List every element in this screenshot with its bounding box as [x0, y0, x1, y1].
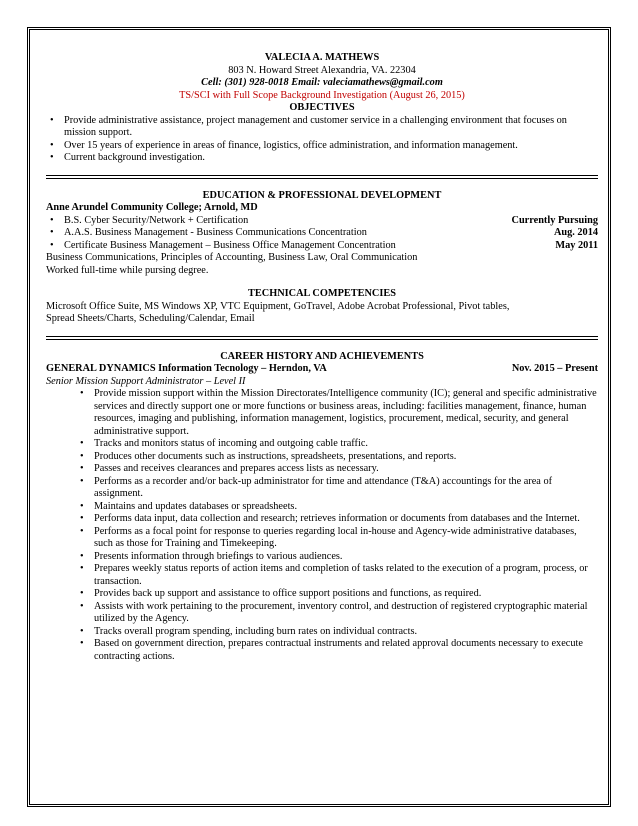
education-title: EDUCATION & PROFESSIONAL DEVELOPMENT — [202, 189, 442, 201]
degree-date: Currently Pursuing — [511, 214, 598, 226]
list-item: • Performs data input, data collection and research; retrieves information or documents from databases and the Internet. — [46, 513, 598, 526]
objectives-list — [46, 115, 598, 165]
employer-row — [46, 363, 598, 376]
list-item: • Produces other documents such as instructions, spreadsheets, presentations, and reports. — [46, 451, 598, 464]
list-item — [46, 227, 598, 240]
coursework-note: Business Communications, Principles of Accounting, Business Law, Oral Communication — [46, 252, 418, 263]
career-title: CAREER HISTORY AND ACHIEVEMENTS — [220, 350, 424, 362]
degree-name: • B.S. Cyber Security/Network + Certification — [64, 214, 249, 226]
job-role: Senior Mission Support Administrator – Level II — [46, 375, 246, 387]
technical-line: Microsoft Office Suite, MS Windows XP, VTC Equipment, GoTravel, Adobe Acrobat Professional, Pivot tables, — [46, 300, 510, 312]
duties-list — [46, 388, 598, 663]
list-item: • Provides back up support and assistance to office support positions and functions, as required. — [46, 588, 598, 601]
technical-title: TECHNICAL COMPETENCIES — [248, 288, 396, 299]
list-item: • Over 15 years of experience in areas of finance, logistics, office administration, and information management. — [46, 140, 598, 153]
page-border — [27, 27, 611, 807]
list-item: • Presents information through briefings to various audiences. — [46, 551, 598, 564]
list-item: • Performs as a focal point for response to queries regarding local in-house and Agency-wide administrative databases, such as those for Training and Timekeeping. — [46, 526, 598, 551]
list-item: • Provide administrative assistance, project management and customer service in a challenging environment that focuses on mission support. — [46, 115, 598, 140]
employer-name: GENERAL DYNAMICS Information Tecnology – Herndon, VA — [46, 363, 327, 374]
list-item: • Tracks and monitors status of incoming and outgoing cable traffic. — [46, 438, 598, 451]
list-item: • Current background investigation. — [46, 152, 598, 165]
employment-dates: Nov. 2015 – Present — [511, 363, 598, 374]
list-item: • Passes and receives clearances and prepares access lists as necessary. — [46, 463, 598, 476]
list-item: • Tracks overall program spending, including burn rates on individual contracts. — [46, 626, 598, 639]
candidate-name: VALECIA A. MATHEWS — [264, 52, 380, 63]
degree-date: May 2011 — [555, 239, 598, 251]
address: 803 N. Howard Street Alexandria, VA. 22304 — [228, 64, 416, 76]
technical-line: Spread Sheets/Charts, Scheduling/Calendar, Email — [46, 313, 255, 324]
list-item — [46, 240, 598, 253]
degree-name: • Certificate Business Management – Business Office Management Concentration — [64, 239, 396, 251]
section-divider — [46, 336, 598, 340]
contact-line: Cell: (301) 928-0018 Email: valeciamathews@gmail.com — [201, 77, 443, 88]
degree-name: • A.A.S. Business Management - Business Communications Concentration — [64, 227, 367, 238]
list-item: • Based on government direction, prepares contractual instruments and related approval documents necessary to execute contracting actions. — [46, 638, 598, 663]
list-item: • Provide mission support within the Mission Directorates/Intelligence community (IC); general and specific administrative services and directly support one or more functions or business areas, including: facilities management, finance, human resources, imaging and publishing, information management, logistics, procurement, medical, security, and general administrative support. — [46, 388, 598, 438]
degree-date: Aug. 2014 — [553, 227, 598, 238]
resume-body — [46, 52, 598, 663]
work-note: Worked full-time while pursing degree. — [46, 264, 209, 276]
school-name: Anne Arundel Community College; Arnold, MD — [46, 202, 258, 213]
list-item: • Assists with work pertaining to the procurement, inventory control, and destruction of registered cryptographic material utilized by the Agency. — [46, 601, 598, 626]
degree-list — [46, 215, 598, 253]
section-divider — [46, 175, 598, 179]
list-item: • Prepares weekly status reports of action items and completion of tasks related to the execution of a program, process, or transaction. — [46, 563, 598, 588]
list-item: • Maintains and updates databases or spreadsheets. — [46, 501, 598, 514]
clearance-line: TS/SCI with Full Scope Background Investigation (August 26, 2015) — [179, 89, 465, 101]
objectives-title: OBJECTIVES — [289, 102, 355, 113]
list-item — [46, 215, 598, 228]
list-item: • Performs as a recorder and/or back-up administrator for time and attendance (T&A) accountings for the area of assignment. — [46, 476, 598, 501]
